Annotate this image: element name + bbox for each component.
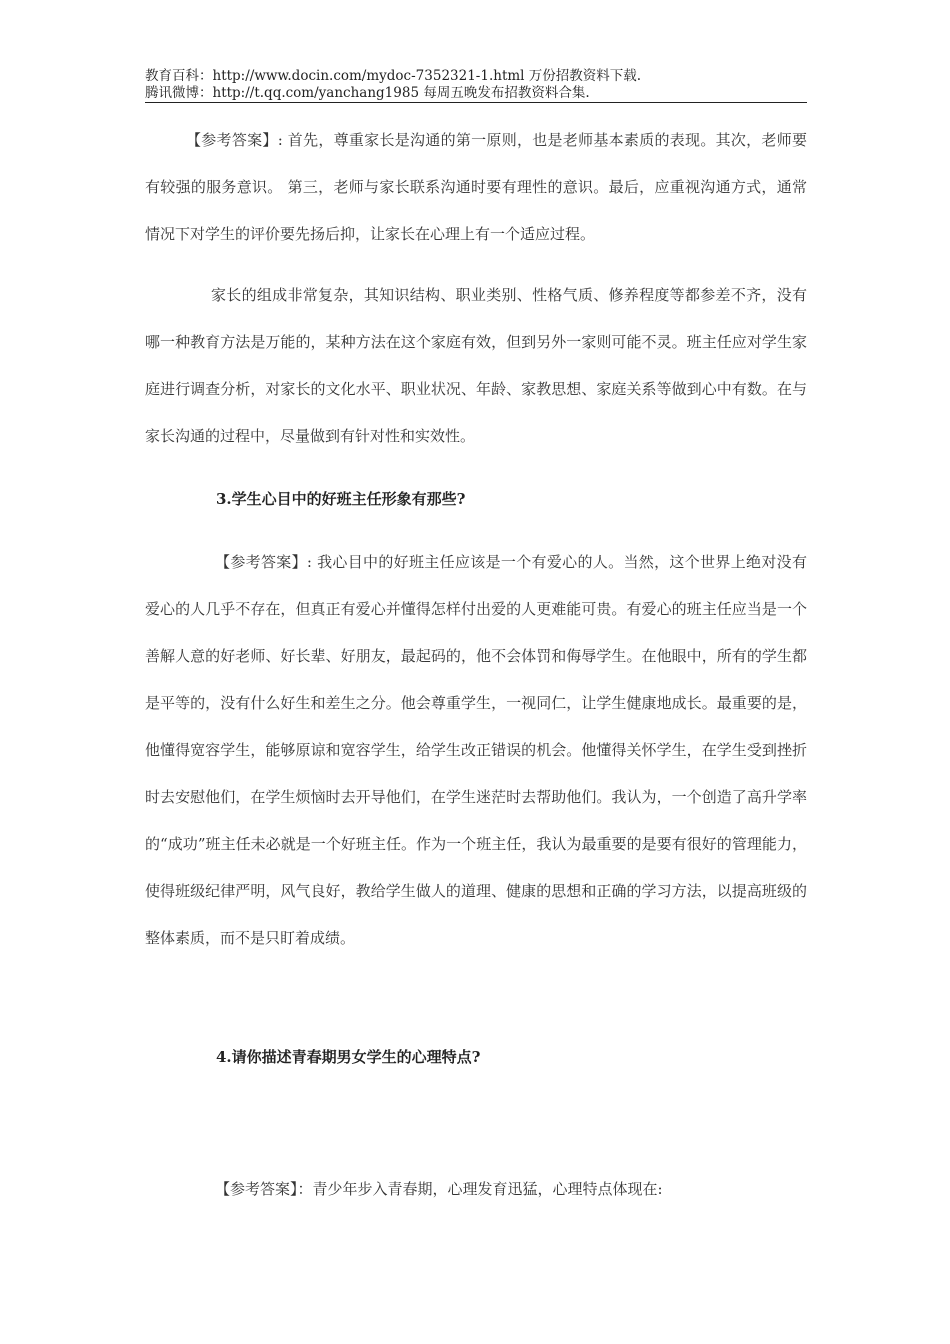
page-header — [145, 68, 807, 103]
answer-paragraph-3 — [145, 539, 807, 962]
document-body — [145, 117, 807, 1213]
header-line-weibo: 腾讯微博：http://t.qq.com/yanchang1985 每周五晚发布招教资料合集. — [145, 85, 590, 101]
body-paragraph-parents: 家长的组成非常复杂，其知识结构、职业类别、性格气质、修养程度等都参差不齐，没有哪一种教育方法是万能的，某种方法在这个家庭有效，但到另外一家则可能不灵。班主任应对学生家庭进行调查分析，对家长的文化水平、职业状况、年龄、家教思想、家庭关系等做到心中有数。在与家长沟通的过程中，尽量做到有针对性和实效性。 — [145, 286, 807, 445]
answer-tag: 【参考答案】 — [186, 131, 278, 149]
question-3-heading: 3.学生心目中的好班主任形象有那些? — [216, 490, 466, 508]
answer-text: : 首先，尊重家长是沟通的第一原则，也是老师基本素质的表现。其次，老师要有较强的服务意识。 第三，老师与家长联系沟通时要有理性的意识。最后，应重视沟通方式，通常情况下对学生的评价要先扬后抑，让家长在心理上有一个适应过程。 — [145, 131, 807, 243]
answer-text: : 我心目中的好班主任应该是一个有爱心的人。当然，这个世界上绝对没有爱心的人几乎不存在，但真正有爱心并懂得怎样付出爱的人更难能可贵。有爱心的班主任应当是一个善解人意的好老师、好长辈、好朋友，最起码的，他不会体罚和侮辱学生。在他眼中，所有的学生都是平等的，没有什么好生和差生之分。他会尊重学生，一视同仁，让学生健康地成长。最重要的是，他懂得宽容学生，能够原谅和宽容学生，给学生改正错误的机会。他懂得关怀学生，在学生受到挫折时去安慰他们，在学生烦恼时去开导他们，在学生迷茫时去帮助他们。我认为，一个创造了高升学率的“成功”班主任未必就是一个好班主任。作为一个班主任，我认为最重要的是要有很好的管理能力，使得班级纪律严明，风气良好，教给学生做人的道理、健康的思想和正确的学习方法，以提高班级的整体素质，而不是只盯着成绩。 — [145, 553, 807, 947]
answer-paragraph-2 — [145, 117, 807, 258]
header-line-docin: 教育百科：http://www.docin.com/mydoc-7352321-1.html 万份招教资料下载. — [145, 68, 642, 84]
answer-tag: 【参考答案】 — [215, 553, 307, 571]
answer-tag: 【参考答案】 — [215, 1180, 298, 1198]
answer-text: ：青少年步入青春期，心理发育迅猛，心理特点体现在: — [297, 1180, 663, 1198]
question-4-heading: 4.请你描述青春期男女学生的心理特点? — [216, 1048, 481, 1066]
answer-paragraph-4 — [145, 1166, 807, 1213]
